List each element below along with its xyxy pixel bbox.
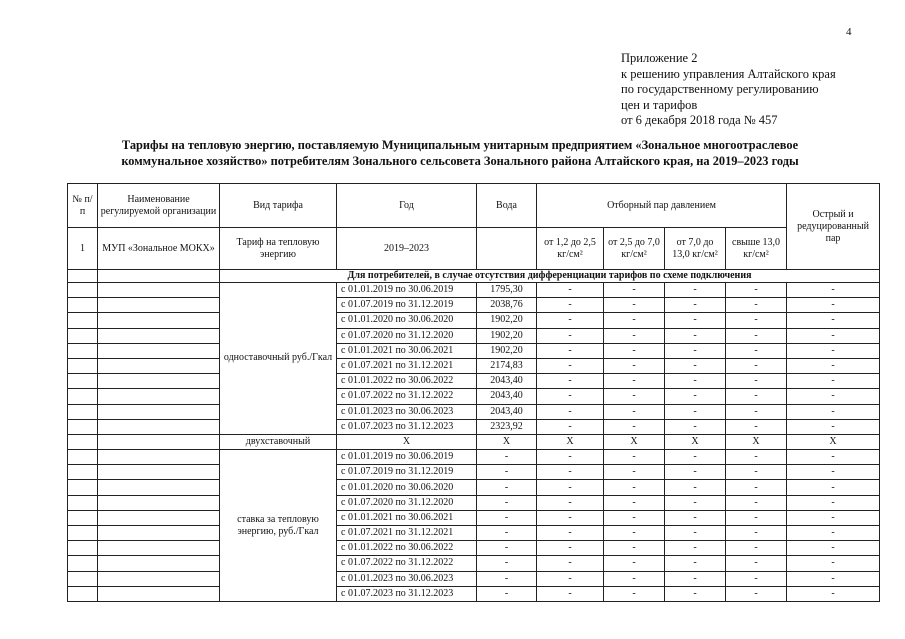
table-row <box>68 556 880 571</box>
two-rate-water: X <box>477 434 537 449</box>
cell-sharp: - <box>787 510 880 525</box>
cell-p4: - <box>726 298 787 313</box>
cell-period: с 01.01.2019 по 30.06.2019 <box>337 283 477 298</box>
cell-p2: - <box>604 541 665 556</box>
table-row <box>68 298 880 313</box>
cell-num <box>68 283 98 298</box>
title-line-1: Тарифы на тепловую энергию, поставляемую Муниципальным унитарным предприятием «Зональное многоотраслевое <box>121 138 799 152</box>
cell-water: 1902,20 <box>477 343 537 358</box>
section-empty-num <box>68 270 98 283</box>
tariff-table <box>67 183 880 602</box>
table-row <box>68 404 880 419</box>
cell-p1: - <box>537 298 604 313</box>
cell-water: 2038,76 <box>477 298 537 313</box>
cell-num <box>68 465 98 480</box>
cell-p4: - <box>726 389 787 404</box>
info-year: 2019–2023 <box>337 228 477 270</box>
cell-sharp: - <box>787 328 880 343</box>
cell-period: с 01.01.2023 по 30.06.2023 <box>337 571 477 586</box>
cell-water: - <box>477 586 537 601</box>
cell-period: с 01.07.2021 по 31.12.2021 <box>337 358 477 373</box>
cell-org <box>98 450 220 465</box>
cell-period: с 01.01.2020 по 30.06.2020 <box>337 313 477 328</box>
page-number: 4 <box>846 26 852 38</box>
cell-org <box>98 465 220 480</box>
table-row <box>68 283 880 298</box>
cell-num <box>68 495 98 510</box>
cell-water: - <box>477 526 537 541</box>
table-row <box>68 328 880 343</box>
cell-water: 2323,92 <box>477 419 537 434</box>
cell-p3: - <box>665 586 726 601</box>
cell-p3: - <box>665 495 726 510</box>
table-row <box>68 419 880 434</box>
header-steam: Отборный пар давлением <box>537 184 787 228</box>
cell-sharp: - <box>787 419 880 434</box>
cell-period: с 01.07.2019 по 31.12.2019 <box>337 465 477 480</box>
cell-num <box>68 541 98 556</box>
cell-p2: - <box>604 526 665 541</box>
header-pressure-4: свыше 13,0 кг/см² <box>726 228 787 270</box>
cell-sharp: - <box>787 480 880 495</box>
cell-water: - <box>477 465 537 480</box>
cell-p2: - <box>604 556 665 571</box>
cell-water: 2043,40 <box>477 404 537 419</box>
cell-sharp: - <box>787 586 880 601</box>
header-row-1 <box>68 184 880 228</box>
tariff-kind-label: одноставочный руб./Гкал <box>220 283 337 435</box>
cell-p1: - <box>537 510 604 525</box>
cell-period: с 01.01.2021 по 30.06.2021 <box>337 510 477 525</box>
cell-p2: - <box>604 450 665 465</box>
cell-p1: - <box>537 480 604 495</box>
header-num: № п/п <box>68 184 98 228</box>
cell-p2: - <box>604 313 665 328</box>
appendix-line: по государственному регулированию <box>621 82 819 97</box>
cell-sharp: - <box>787 450 880 465</box>
cell-p4: - <box>726 374 787 389</box>
table-row <box>68 389 880 404</box>
table-row <box>68 510 880 525</box>
cell-p1: - <box>537 586 604 601</box>
cell-org <box>98 283 220 298</box>
table-row <box>68 526 880 541</box>
cell-water: - <box>477 495 537 510</box>
cell-org <box>98 343 220 358</box>
cell-org <box>98 374 220 389</box>
cell-p2: - <box>604 480 665 495</box>
cell-org <box>98 571 220 586</box>
two-rate-p1: X <box>537 434 604 449</box>
cell-water: 1795,30 <box>477 283 537 298</box>
cell-water: 2043,40 <box>477 374 537 389</box>
cell-num <box>68 510 98 525</box>
cell-p3: - <box>665 526 726 541</box>
cell-sharp: - <box>787 358 880 373</box>
cell-p4: - <box>726 419 787 434</box>
cell-org <box>98 510 220 525</box>
cell-p2: - <box>604 495 665 510</box>
cell-num <box>68 298 98 313</box>
cell-p2: - <box>604 343 665 358</box>
cell-period: с 01.01.2019 по 30.06.2019 <box>337 450 477 465</box>
cell-p4: - <box>726 586 787 601</box>
two-rate-p3: X <box>665 434 726 449</box>
table-row <box>68 374 880 389</box>
cell-org <box>98 358 220 373</box>
cell-p3: - <box>665 404 726 419</box>
table-row <box>68 586 880 601</box>
cell-p3: - <box>665 541 726 556</box>
cell-period: с 01.01.2023 по 30.06.2023 <box>337 404 477 419</box>
header-year: Год <box>337 184 477 228</box>
info-water <box>477 228 537 270</box>
cell-p3: - <box>665 313 726 328</box>
cell-org <box>98 434 220 449</box>
cell-p2: - <box>604 328 665 343</box>
info-org: МУП «Зональное МОКХ» <box>98 228 220 270</box>
cell-p1: - <box>537 328 604 343</box>
table-row <box>68 450 880 465</box>
cell-org <box>98 328 220 343</box>
cell-p3: - <box>665 465 726 480</box>
cell-p3: - <box>665 374 726 389</box>
cell-p1: - <box>537 358 604 373</box>
cell-p3: - <box>665 556 726 571</box>
cell-num <box>68 586 98 601</box>
cell-period: с 01.01.2022 по 30.06.2022 <box>337 374 477 389</box>
cell-num <box>68 526 98 541</box>
appendix-line: от 6 декабря 2018 года № 457 <box>621 113 778 128</box>
cell-p1: - <box>537 526 604 541</box>
cell-p2: - <box>604 465 665 480</box>
cell-p1: - <box>537 556 604 571</box>
cell-p2: - <box>604 358 665 373</box>
cell-period: с 01.07.2022 по 31.12.2022 <box>337 556 477 571</box>
cell-period: с 01.07.2021 по 31.12.2021 <box>337 526 477 541</box>
cell-p4: - <box>726 541 787 556</box>
cell-p3: - <box>665 450 726 465</box>
cell-period: с 01.07.2019 по 31.12.2019 <box>337 298 477 313</box>
info-num: 1 <box>68 228 98 270</box>
table-row <box>68 313 880 328</box>
cell-sharp: - <box>787 526 880 541</box>
cell-num <box>68 328 98 343</box>
cell-period: с 01.07.2020 по 31.12.2020 <box>337 495 477 510</box>
table-row <box>68 541 880 556</box>
document-title <box>60 138 860 169</box>
title-line-2: коммунальное хозяйство» потребителям Зонального сельсовета Зонального района Алтайского края, на 2019–2023 годы <box>121 153 799 168</box>
cell-p2: - <box>604 298 665 313</box>
two-rate-p4: X <box>726 434 787 449</box>
cell-p3: - <box>665 480 726 495</box>
cell-p3: - <box>665 510 726 525</box>
cell-p2: - <box>604 404 665 419</box>
appendix-block <box>621 51 836 129</box>
cell-water: 1902,20 <box>477 313 537 328</box>
cell-p4: - <box>726 465 787 480</box>
cell-p1: - <box>537 419 604 434</box>
header-tariff-type: Вид тарифа <box>220 184 337 228</box>
cell-p3: - <box>665 283 726 298</box>
two-rate-row <box>68 434 880 449</box>
cell-num <box>68 404 98 419</box>
section-empty-org <box>98 270 220 283</box>
two-rate-sharp: X <box>787 434 880 449</box>
cell-water: - <box>477 510 537 525</box>
cell-p4: - <box>726 556 787 571</box>
cell-sharp: - <box>787 343 880 358</box>
cell-water: 1902,20 <box>477 328 537 343</box>
cell-org <box>98 313 220 328</box>
cell-p3: - <box>665 358 726 373</box>
cell-p4: - <box>726 404 787 419</box>
cell-period: с 01.01.2022 по 30.06.2022 <box>337 541 477 556</box>
table-row <box>68 343 880 358</box>
header-pressure-3: от 7,0 до 13,0 кг/см² <box>665 228 726 270</box>
two-rate-year: X <box>337 434 477 449</box>
cell-period: с 01.07.2020 по 31.12.2020 <box>337 328 477 343</box>
two-rate-label: двухставочный <box>220 434 337 449</box>
appendix-line: к решению управления Алтайского края <box>621 66 836 81</box>
cell-p2: - <box>604 419 665 434</box>
cell-p1: - <box>537 389 604 404</box>
cell-p1: - <box>537 450 604 465</box>
cell-org <box>98 298 220 313</box>
cell-p4: - <box>726 480 787 495</box>
cell-p1: - <box>537 495 604 510</box>
table-row <box>68 571 880 586</box>
cell-p4: - <box>726 358 787 373</box>
cell-num <box>68 434 98 449</box>
cell-p1: - <box>537 571 604 586</box>
cell-p2: - <box>604 389 665 404</box>
cell-p4: - <box>726 495 787 510</box>
table-row <box>68 358 880 373</box>
section-row <box>68 270 880 283</box>
cell-num <box>68 450 98 465</box>
cell-num <box>68 571 98 586</box>
cell-num <box>68 343 98 358</box>
cell-num <box>68 480 98 495</box>
cell-p3: - <box>665 328 726 343</box>
cell-p4: - <box>726 571 787 586</box>
cell-p2: - <box>604 510 665 525</box>
cell-p2: - <box>604 374 665 389</box>
cell-org <box>98 495 220 510</box>
appendix-line: Приложение 2 <box>621 51 698 65</box>
cell-sharp: - <box>787 404 880 419</box>
cell-sharp: - <box>787 541 880 556</box>
cell-num <box>68 358 98 373</box>
cell-num <box>68 419 98 434</box>
cell-p3: - <box>665 298 726 313</box>
cell-p1: - <box>537 283 604 298</box>
cell-sharp: - <box>787 571 880 586</box>
cell-p4: - <box>726 343 787 358</box>
cell-p3: - <box>665 571 726 586</box>
cell-p2: - <box>604 283 665 298</box>
cell-p2: - <box>604 571 665 586</box>
table-row <box>68 480 880 495</box>
cell-org <box>98 404 220 419</box>
table-row <box>68 495 880 510</box>
header-org: Наименование регулируемой организации <box>98 184 220 228</box>
header-pressure-1: от 1,2 до 2,5 кг/см² <box>537 228 604 270</box>
cell-p4: - <box>726 328 787 343</box>
cell-p3: - <box>665 343 726 358</box>
cell-p3: - <box>665 389 726 404</box>
cell-p4: - <box>726 510 787 525</box>
cell-p1: - <box>537 541 604 556</box>
cell-p3: - <box>665 419 726 434</box>
cell-sharp: - <box>787 283 880 298</box>
cell-p1: - <box>537 465 604 480</box>
table-row <box>68 465 880 480</box>
tariff-kind-label: ставка за тепловую энергию, руб./Гкал <box>220 450 337 602</box>
cell-sharp: - <box>787 465 880 480</box>
cell-sharp: - <box>787 298 880 313</box>
cell-period: с 01.07.2023 по 31.12.2023 <box>337 586 477 601</box>
two-rate-p2: X <box>604 434 665 449</box>
cell-p1: - <box>537 343 604 358</box>
cell-p2: - <box>604 586 665 601</box>
header-water: Вода <box>477 184 537 228</box>
cell-sharp: - <box>787 374 880 389</box>
cell-org <box>98 526 220 541</box>
info-row <box>68 228 880 270</box>
cell-period: с 01.07.2022 по 31.12.2022 <box>337 389 477 404</box>
cell-water: - <box>477 450 537 465</box>
section-title: Для потребителей, в случае отсутствия дифференциации тарифов по схеме подключения <box>220 270 880 283</box>
cell-period: с 01.01.2021 по 30.06.2021 <box>337 343 477 358</box>
cell-num <box>68 389 98 404</box>
cell-water: - <box>477 571 537 586</box>
cell-sharp: - <box>787 556 880 571</box>
appendix-line: цен и тарифов <box>621 97 698 112</box>
cell-org <box>98 556 220 571</box>
cell-p4: - <box>726 526 787 541</box>
header-sharp-steam: Острый и редуцированный пар <box>787 184 880 270</box>
cell-sharp: - <box>787 313 880 328</box>
cell-org <box>98 586 220 601</box>
cell-org <box>98 480 220 495</box>
cell-sharp: - <box>787 495 880 510</box>
cell-num <box>68 556 98 571</box>
cell-p4: - <box>726 283 787 298</box>
info-tariff-type: Тариф на тепловую энергию <box>220 228 337 270</box>
cell-water: - <box>477 480 537 495</box>
cell-org <box>98 419 220 434</box>
cell-p1: - <box>537 404 604 419</box>
cell-p1: - <box>537 313 604 328</box>
cell-period: с 01.01.2020 по 30.06.2020 <box>337 480 477 495</box>
cell-num <box>68 374 98 389</box>
cell-num <box>68 313 98 328</box>
cell-org <box>98 389 220 404</box>
cell-sharp: - <box>787 389 880 404</box>
cell-water: - <box>477 541 537 556</box>
cell-water: 2043,40 <box>477 389 537 404</box>
cell-p4: - <box>726 450 787 465</box>
cell-water: 2174,83 <box>477 358 537 373</box>
header-pressure-2: от 2,5 до 7,0 кг/см² <box>604 228 665 270</box>
cell-period: с 01.07.2023 по 31.12.2023 <box>337 419 477 434</box>
cell-water: - <box>477 556 537 571</box>
cell-p4: - <box>726 313 787 328</box>
cell-org <box>98 541 220 556</box>
cell-p1: - <box>537 374 604 389</box>
